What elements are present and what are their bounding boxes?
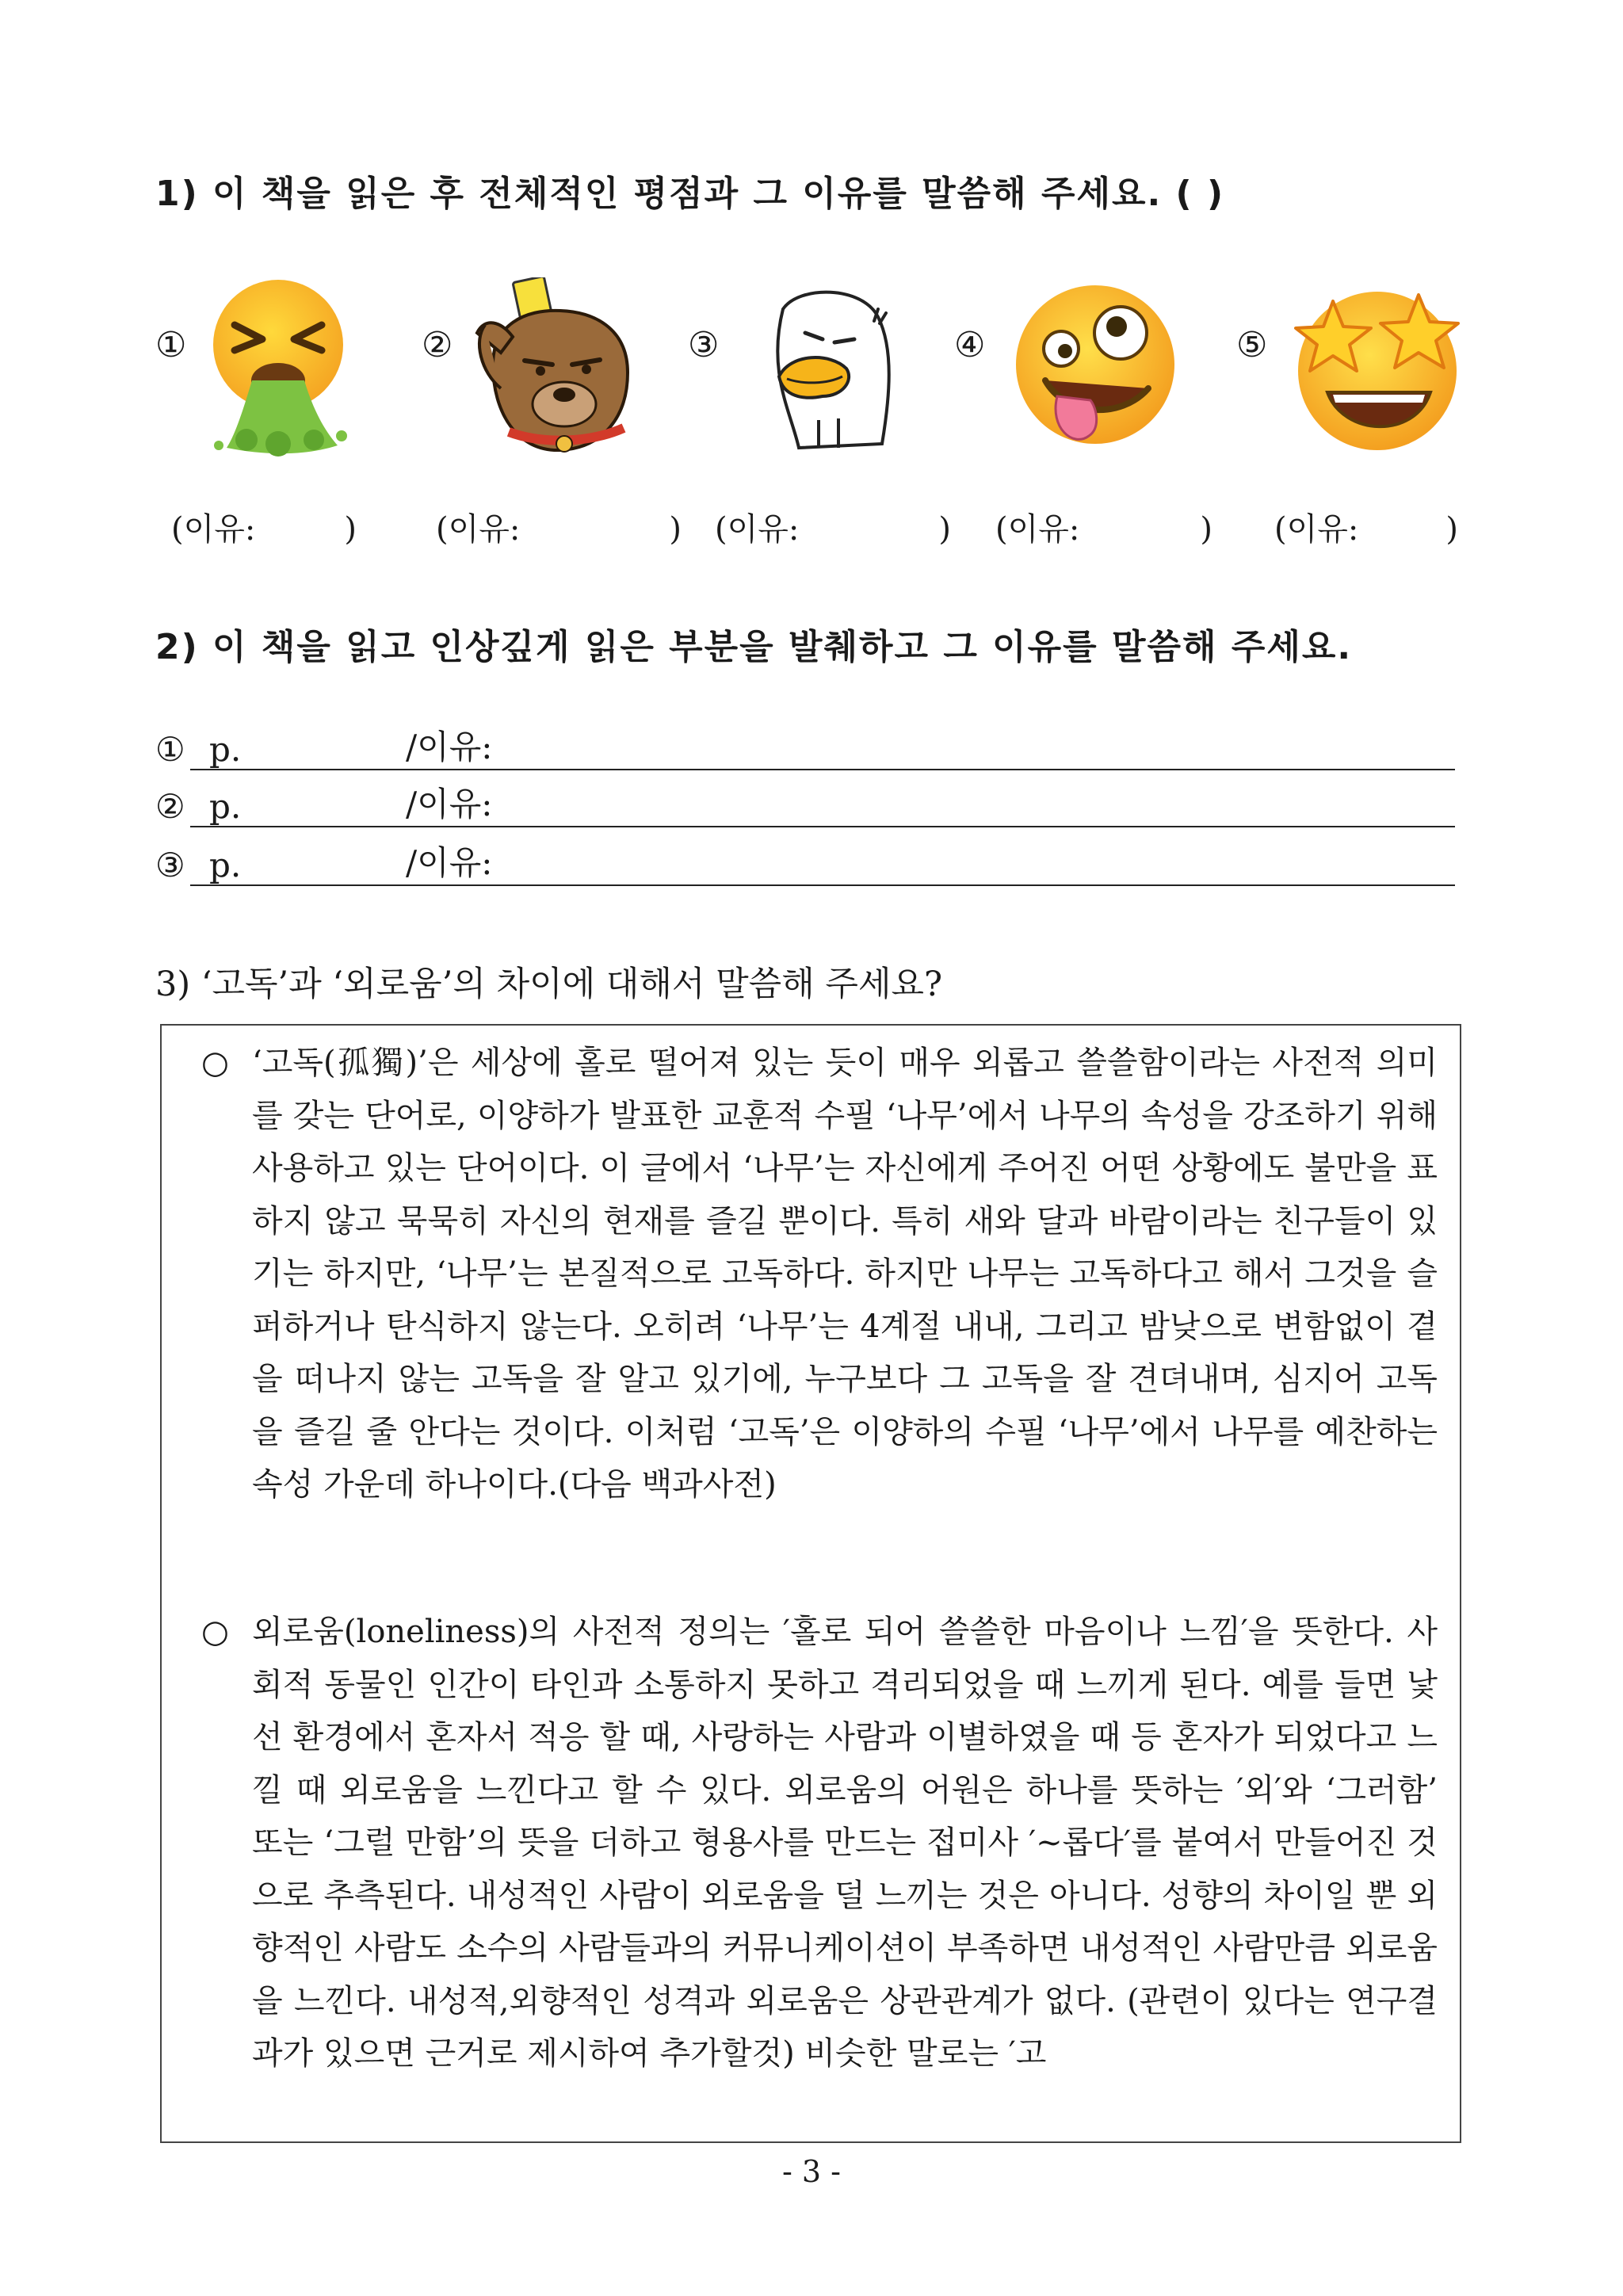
rating-option-2[interactable]: [422, 277, 659, 460]
bear-yellow-card-icon: [469, 277, 651, 460]
bullet: ○: [201, 1614, 229, 1650]
excerpt-line-1[interactable]: [155, 723, 1455, 770]
answer-underline: [190, 826, 1455, 827]
reason-close: ): [1200, 511, 1212, 548]
reason-field-1[interactable]: [171, 504, 357, 549]
option-number: ②: [422, 325, 453, 365]
question-1-title: 1) 이 책을 읽은 후 전체적인 평점과 그 이유를 말씀해 주세요. ( ): [155, 174, 1225, 214]
rating-option-5[interactable]: [1236, 277, 1474, 460]
reason-field-5[interactable]: [1274, 504, 1458, 549]
reason-label: /이유:: [406, 785, 493, 823]
bullet: ○: [201, 1045, 229, 1081]
star-struck-icon: [1284, 277, 1466, 460]
reason-close: ): [669, 511, 682, 548]
rating-option-4[interactable]: [954, 277, 1192, 460]
row-number: ②: [155, 787, 185, 826]
page-label: p.: [209, 730, 242, 769]
option-number: ⑤: [1236, 325, 1268, 365]
reason-label: (이유:: [1274, 511, 1359, 548]
rating-option-3[interactable]: [688, 277, 926, 460]
page-label: p.: [209, 787, 242, 826]
answer-underline: [190, 769, 1455, 770]
option-number: ①: [155, 325, 187, 365]
page-label: p.: [209, 846, 242, 884]
excerpt-line-3[interactable]: [155, 839, 1455, 886]
loneliness-definition: [201, 1606, 1438, 2080]
excerpt-line-2[interactable]: [155, 780, 1455, 827]
reason-label: (이유:: [715, 511, 800, 548]
duck-character-icon: [735, 277, 918, 460]
reason-field-2[interactable]: [436, 504, 682, 549]
reason-close: ): [1445, 511, 1458, 548]
reason-label: /이유:: [406, 728, 493, 766]
page-number: - 3 -: [781, 2154, 841, 2189]
option-number: ③: [688, 325, 720, 365]
nauseated-face-icon: [203, 277, 385, 460]
answer-box: [160, 1024, 1461, 2143]
paragraph: ‘고독(孤獨)’은 세상에 홀로 떨어져 있는 듯이 매우 외롭고 쓸쓸함이라는 사전적 의미를 갖는 단어로, 이양하가 발표한 교훈적 수필 ‘나무’에서 나무의 속성을 강조하기 위해 사용하고 있는 단어이다. 이 글에서 ‘나무’는 자신에게 주어진 어떤 상황에도 불만을 표하지 않고 묵묵히 자신의 현재를 즐길 뿐이다. 특히 새와 달과 바람이라는 친구들이 있기는 하지만, ‘나무’는 본질적으로 고독하다. 하지만 나무는 고독하다고 해서 그것을 슬퍼하거나 탄식하지 않는다. 오히려 ‘나무’는 4계절 내내, 그리고 밤낮으로 변함없이 곁을 떠나지 않는 고독을 잘 알고 있기에, 누구보다 그 고독을 잘 견뎌내며, 심지어 고독을 즐길 줄 안다는 것이다. 이처럼 ‘고독’은 이양하의 수필 ‘나무’에서 나무를 예찬하는 속성 가운데 하나이다.(다음 백과사전): [252, 1045, 1438, 1503]
rating-option-1[interactable]: [155, 277, 393, 460]
reason-label: /이유:: [406, 843, 493, 882]
option-number: ④: [954, 325, 986, 365]
solitude-definition: [201, 1037, 1438, 1511]
reason-field-3[interactable]: [715, 504, 951, 549]
question-2-title: 2) 이 책을 읽고 인상깊게 읽은 부분을 발췌하고 그 이유를 말씀해 주세요.: [155, 627, 1353, 667]
row-number: ③: [155, 846, 185, 884]
reason-close: ): [938, 511, 951, 548]
row-number: ①: [155, 730, 185, 769]
reason-label: (이유:: [171, 511, 256, 548]
question-3-title: 3) ‘고독’과 ‘외로움’의 차이에 대해서 말씀해 주세요?: [155, 965, 943, 1004]
reason-field-4[interactable]: [995, 504, 1212, 549]
reason-close: ): [344, 511, 357, 548]
zany-face-icon: [1002, 277, 1184, 460]
reason-label: (이유:: [436, 511, 521, 548]
answer-underline: [190, 884, 1455, 886]
paragraph: 외로움(loneliness)의 사전적 정의는 ′홀로 되어 쓸쓸한 마음이나 느낌′을 뜻한다. 사회적 동물인 인간이 타인과 소통하지 못하고 격리되었을 때 느끼게 된다. 예를 들면 낯선 환경에서 혼자서 적응 할 때, 사랑하는 사람과 이별하였을 때 등 혼자가 되었다고 느낄 때 외로움을 느낀다고 할 수 있다. 외로움의 어원은 하나를 뜻하는 ′외′와 ‘그러함’ 또는 ‘그럴 만함’의 뜻을 더하고 형용사를 만드는 접미사 ′~롭다′를 붙여서 만들어진 것으로 추측된다. 내성적인 사람이 외로움을 덜 느끼는 것은 아니다. 성향의 차이일 뿐 외향적인 사람도 소수의 사람들과의 커뮤니케이션이 부족하면 내성적인 사람만큼 외로움을 느낀다. 내성적,외향적인 성격과 외로움은 상관관계가 없다. (관련이 있다는 연구결과가 있으면 근거로 제시하여 추가할것) 비슷한 말로는 ′고: [252, 1614, 1438, 2072]
reason-label: (이유:: [995, 511, 1080, 548]
